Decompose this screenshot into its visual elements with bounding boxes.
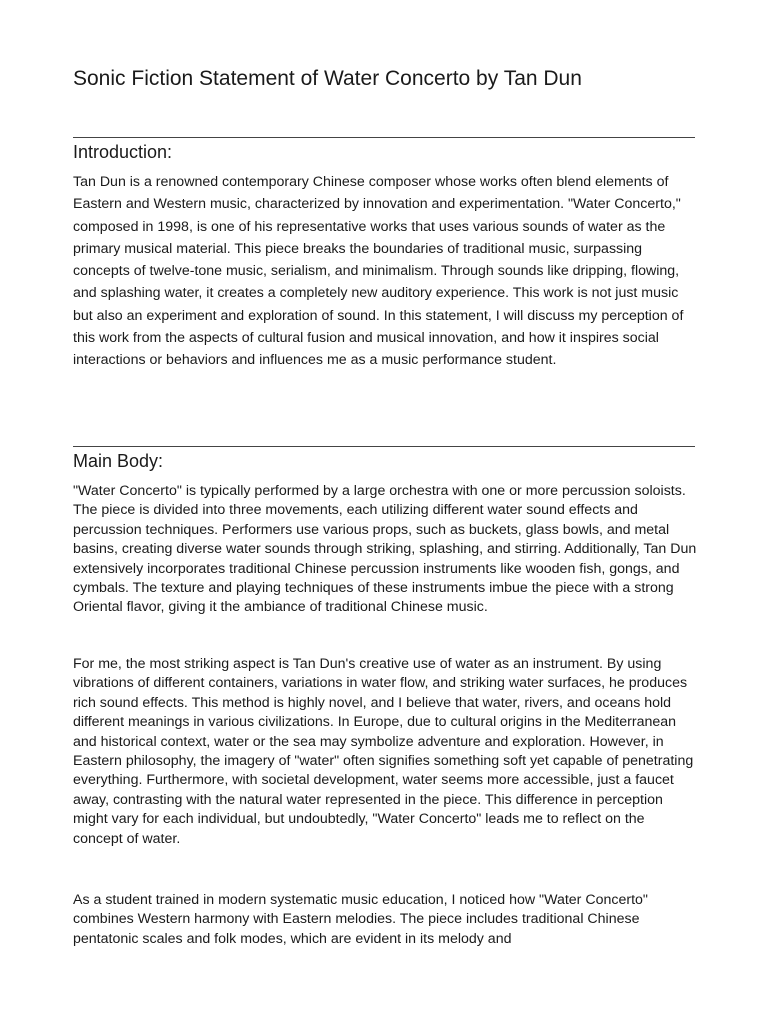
main-body-paragraph-2: For me, the most striking aspect is Tan Dun's creative use of water as an instrument. By using vibrations of different containers, variations in water flow, and striking water surfaces, he produces rich sound effects. This method is highly novel, and I believe that water, rivers, and oceans hold different meanings in various civilizations. In Europe, due to cultural origins in the Mediterranean and historical context, water or the sea may symbolize adventure and exploration. However, in Eastern philosophy, the imagery of "water" often signifies something soft yet capable of penetrating everything. Furthermore, with societal development, water seems more accessible, just a faucet away, contrasting with the natural water represented in the piece. This difference in perception might vary for each individual, but undoubtedly, "Water Concerto" leads me to reflect on the concept of water. — [73, 656, 694, 847]
main-body-paragraph-1: "Water Concerto" is typically performed by a large orchestra with one or more percussion soloists. The piece is divided into three movements, each utilizing different water sound effects and percussion techniques. Performers use various props, such as buckets, glass bowls, and metal basins, creating diverse water sounds through striking, splashing, and stirring. Additionally, Tan Dun extensively incorporates traditional Chinese percussion instruments like wooden fish, gongs, and cymbals. The texture and playing techniques of these instruments imbue the piece with a strong Oriental flavor, giving it the ambiance of traditional Chinese music. — [73, 483, 697, 616]
main-body-heading: Main Body: — [73, 451, 164, 471]
section-divider — [73, 446, 695, 447]
main-body-paragraph-3: As a student trained in modern systematic music education, I noticed how "Water Concerto" combines Western harmony with Eastern melodies. The piece includes traditional Chinese pentatonic scales and folk modes, which are evident in its melody and — [73, 892, 648, 947]
introduction-paragraph: Tan Dun is a renowned contemporary Chinese composer whose works often blend elements of Eastern and Western music, characterized by innovation and experimentation. "Water Concerto," composed in 1998, is one of his representative works that uses various sounds of water as the primary musical material. This piece breaks the boundaries of traditional music, surpassing concepts of twelve-tone music, serialism, and minimalism. Through sounds like dripping, flowing, and splashing water, it creates a completely new auditory experience. This work is not just music but also an experiment and exploration of sound. In this statement, I will discuss my perception of this work from the aspects of cultural fusion and musical innovation, and how it inspires social interactions or behaviors and influences me as a music performance student. — [73, 174, 684, 369]
introduction-heading: Introduction: — [73, 142, 173, 162]
section-divider — [73, 137, 695, 138]
document-title: Sonic Fiction Statement of Water Concerto by Tan Dun — [73, 67, 582, 90]
